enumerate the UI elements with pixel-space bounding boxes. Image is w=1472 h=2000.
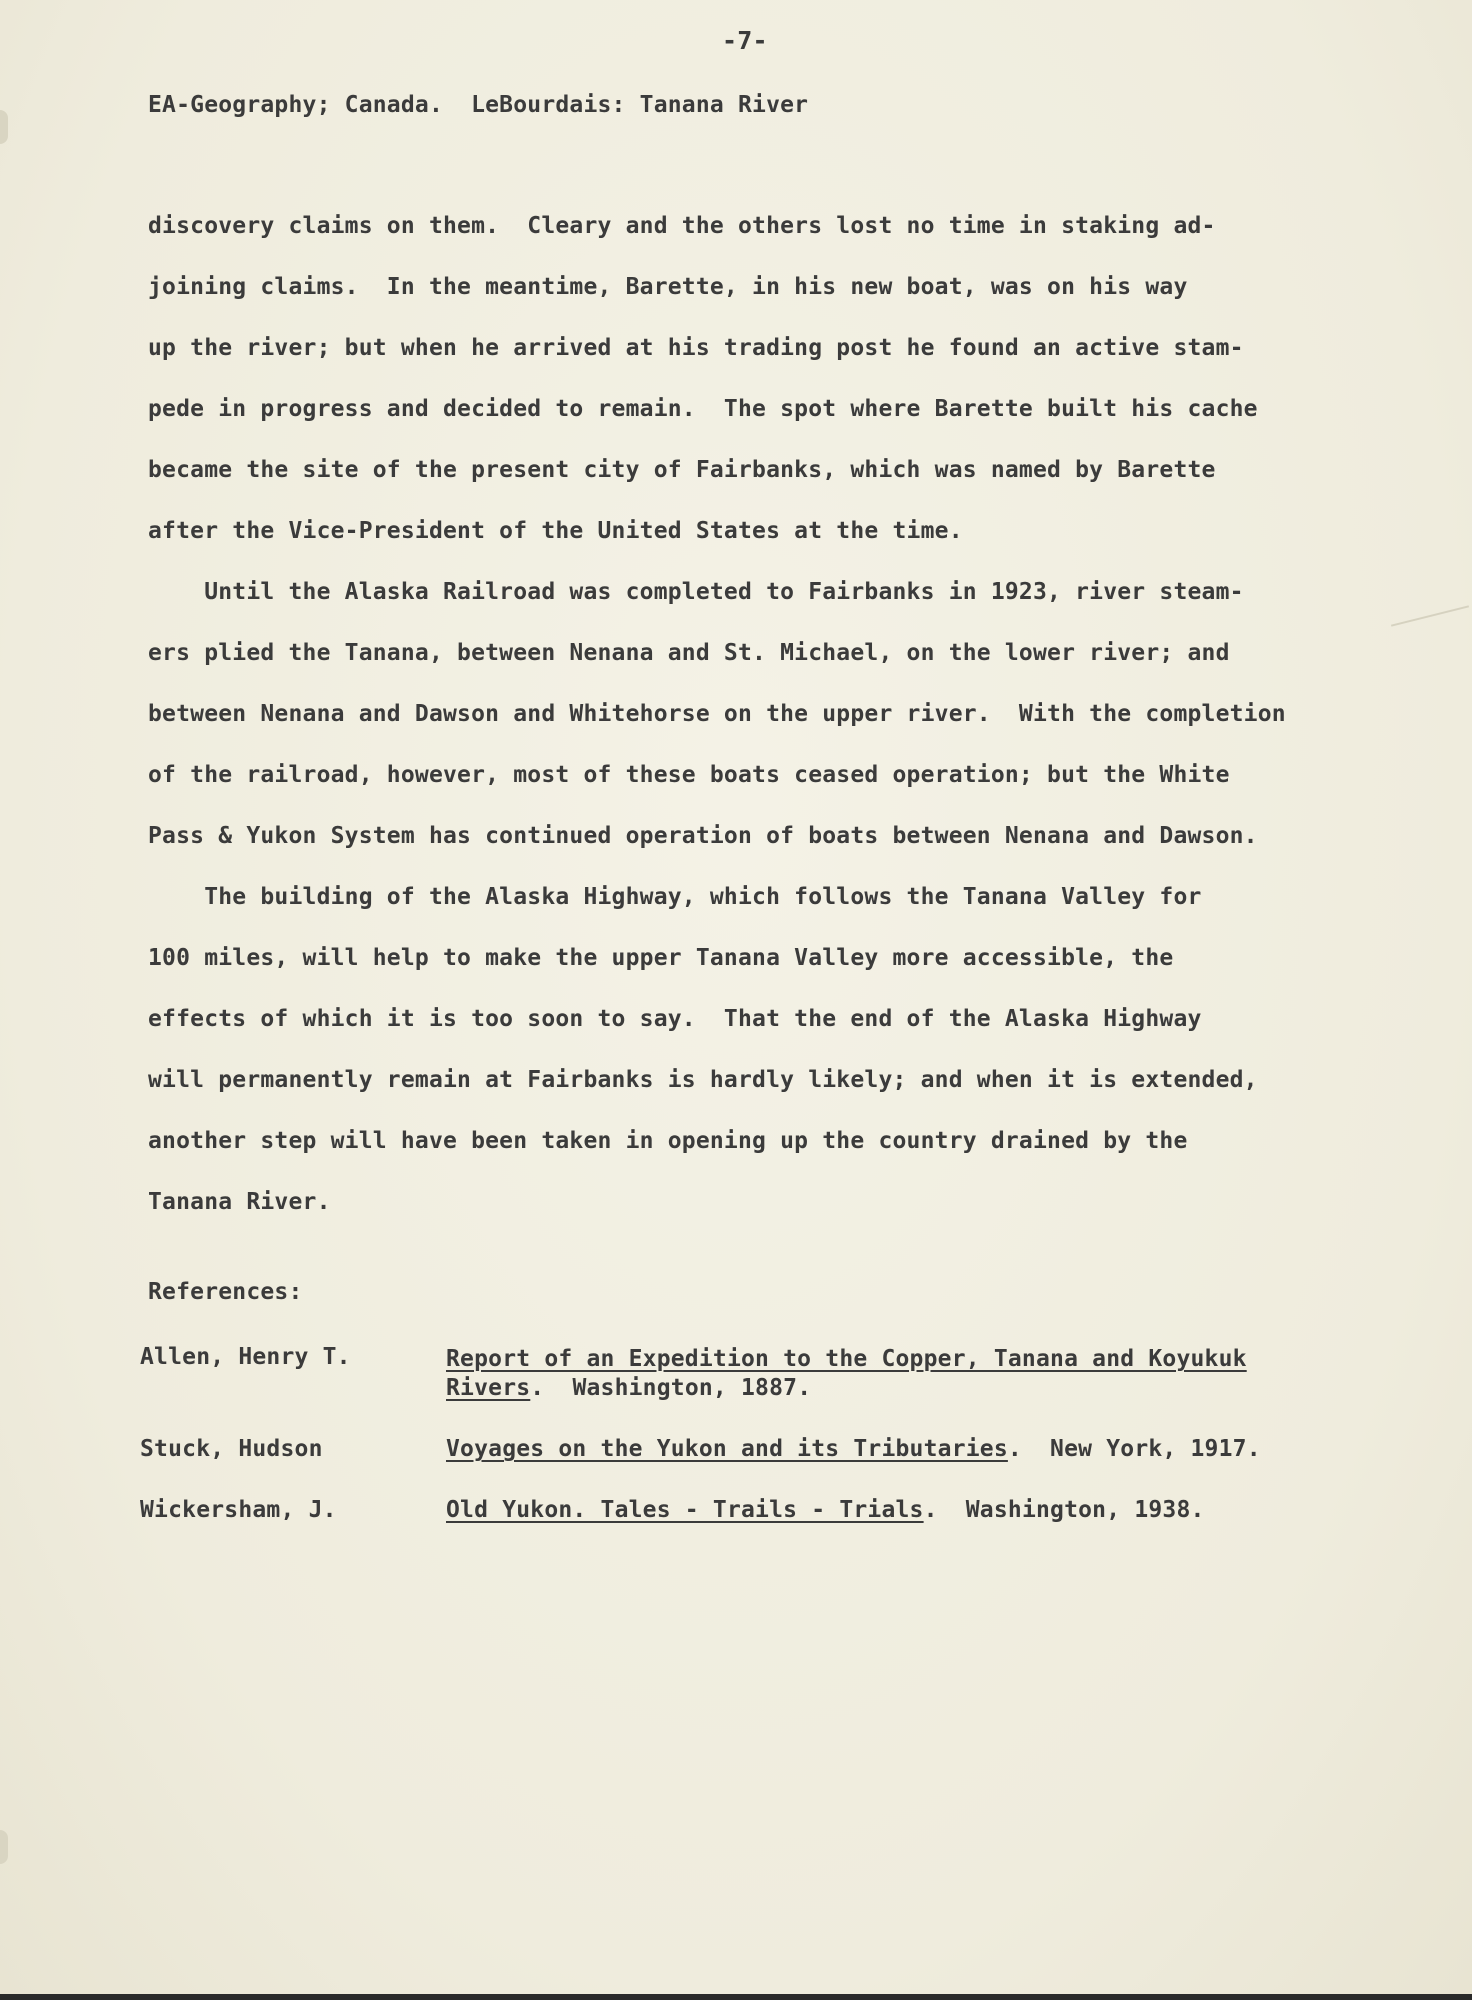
body-line: up the river; but when he arrived at his trading post he found an active stam-: [148, 335, 1244, 361]
body-line: discovery claims on them. Cleary and the others lost no time in staking ad-: [148, 213, 1216, 239]
body-line: effects of which it is too soon to say. That the end of the Alaska Highway: [148, 1006, 1202, 1032]
reference-title-line: [446, 1497, 1205, 1523]
reference-title: Voyages on the Yukon and its Tributaries: [446, 1436, 1008, 1462]
body-line: pede in progress and decided to remain. The spot where Barette built his cache: [148, 396, 1258, 422]
reference-title-line: [446, 1436, 1261, 1462]
reference-title: Rivers: [446, 1375, 531, 1401]
reference-title-line: [446, 1375, 811, 1401]
punch-hole: [0, 110, 8, 144]
body-line: of the railroad, however, most of these boats ceased operation; but the White: [148, 762, 1230, 788]
body-line: will permanently remain at Fairbanks is hardly likely; and when it is extended,: [148, 1067, 1258, 1093]
references-heading: References:: [148, 1279, 303, 1305]
body-line: after the Vice-President of the United States at the time.: [148, 518, 963, 544]
body-line: Tanana River.: [148, 1189, 331, 1215]
reference-author: Stuck, Hudson: [140, 1436, 323, 1462]
reference-title-line: [446, 1346, 1247, 1372]
page-number: -7-: [722, 26, 768, 55]
body-line: Until the Alaska Railroad was completed to Fairbanks in 1923, river steam-: [148, 579, 1244, 605]
body-line: between Nenana and Dawson and Whitehorse on the upper river. With the completion: [148, 701, 1286, 727]
reference-publication: . Washington, 1887.: [530, 1375, 812, 1401]
reference-publication: . New York, 1917.: [1007, 1436, 1261, 1462]
running-head: EA-Geography; Canada. LeBourdais: Tanana River: [148, 92, 809, 118]
margin-mark: [1391, 605, 1469, 626]
body-line: The building of the Alaska Highway, which follows the Tanana Valley for: [148, 884, 1202, 910]
reference-author: Allen, Henry T.: [140, 1344, 351, 1370]
body-line: ers plied the Tanana, between Nenana and St. Michael, on the lower river; and: [148, 640, 1230, 666]
scan-edge: [0, 1994, 1472, 2000]
body-line: became the site of the present city of Fairbanks, which was named by Barette: [148, 457, 1216, 483]
reference-title: Old Yukon. Tales - Trails - Trials: [446, 1497, 924, 1523]
body-line: 100 miles, will help to make the upper Tanana Valley more accessible, the: [148, 945, 1174, 971]
reference-publication: . Washington, 1938.: [923, 1497, 1205, 1523]
body-line: joining claims. In the meantime, Barette, in his new boat, was on his way: [148, 274, 1188, 300]
body-line: Pass & Yukon System has continued operation of boats between Nenana and Dawson.: [148, 823, 1258, 849]
reference-title: Report of an Expedition to the Copper, Tanana and Koyukuk: [446, 1346, 1247, 1372]
body-line: another step will have been taken in opening up the country drained by the: [148, 1128, 1188, 1154]
reference-author: Wickersham, J.: [140, 1497, 337, 1523]
punch-hole: [0, 1830, 8, 1864]
